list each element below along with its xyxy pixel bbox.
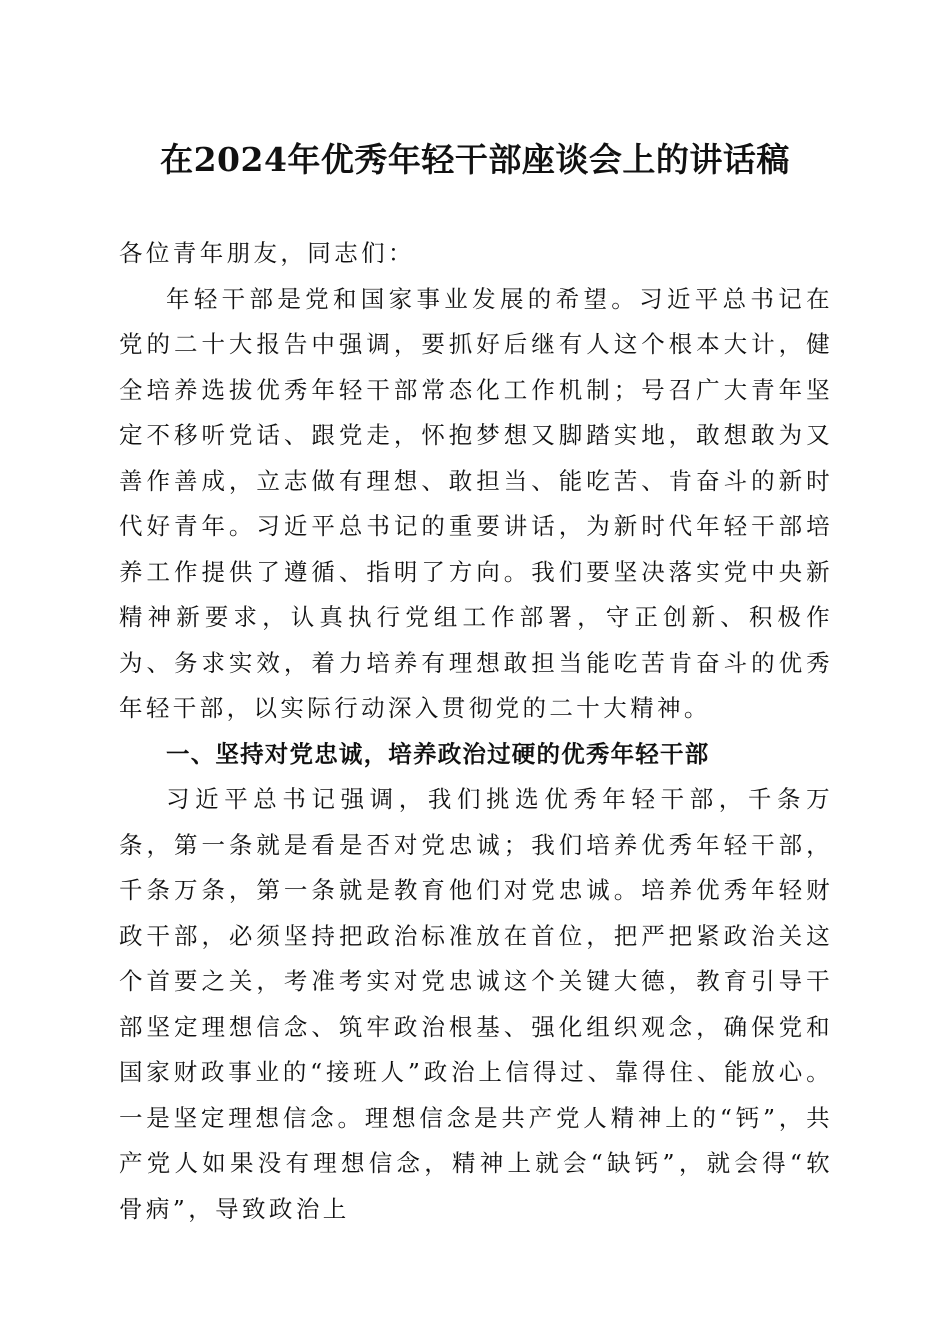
document-body — [119, 231, 833, 1232]
section-heading: 一、坚持对党忠诚，培养政治过硬的优秀年轻干部 — [166, 739, 710, 768]
section-paragraph: 习近平总书记强调，我们挑选优秀年轻干部，千条万条，第一条就是看是否对党忠诚；我们培养优秀年轻干部，千条万条，第一条就是教育他们对党忠诚。培养优秀年轻财政干部，必须坚持把政治标准放在首位，把严把紧政治关这个首要之关，考准考实对党忠诚这个关键大德，教育引导干部坚定理想信念、筑牢政治根基、强化组织观念，确保党和国家财政事业的“接班人”政治上信得过、靠得住、能放心。一是坚定理想信念。理想信念是共产党人精神上的“钙”，共产党人如果没有理想信念，精神上就会“缺钙”，就会得“软骨病”，导致政治上 — [119, 785, 833, 1223]
intro-paragraph: 年轻干部是党和国家事业发展的希望。习近平总书记在党的二十大报告中强调，要抓好后继有人这个根本大计，健全培养选拔优秀年轻干部常态化工作机制；号召广大青年坚定不移听党话、跟党走，怀抱梦想又脚踏实地，敢想敢为又善作善成，立志做有理想、敢担当、能吃苦、肯奋斗的新时代好青年。习近平总书记的重要讲话，为新时代年轻干部培养工作提供了遵循、指明了方向。我们要坚决落实党中央新精神新要求，认真执行党组工作部署，守正创新、积极作为、务求实效，着力培养有理想敢担当能吃苦肯奋斗的优秀年轻干部，以实际行动深入贯彻党的二十大精神。 — [119, 284, 833, 722]
document-title: 在2024年优秀年轻干部座谈会上的讲话稿 — [160, 140, 790, 179]
salutation: 各位青年朋友，同志们： — [119, 239, 415, 267]
